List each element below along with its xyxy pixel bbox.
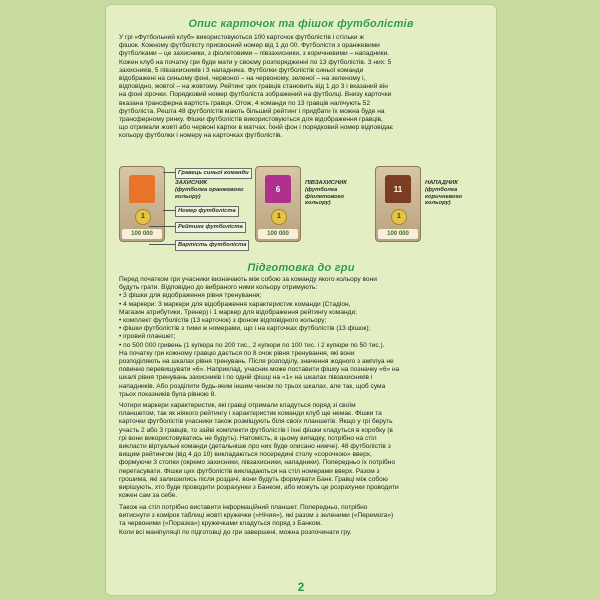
text-line: Кожен клуб на початку гри буде мати у своєму розпорядженні по 13 футболістів. З них: 5 bbox=[119, 58, 392, 66]
text-line: викласти віртуальні команди (детальніше про них буде описано нижче). 48 футболістів з bbox=[119, 443, 391, 451]
text-line: на фоні зірочки. Порядковий номер футболіста зображений на футболці. Внизу карточки bbox=[119, 91, 392, 99]
label-defender-sub: (футболка оранжевого кольору) bbox=[175, 187, 244, 200]
text-line: • по 500 000 гривень (1 купюра по 200 тис., 2 купюри по 100 тис. і 2 купюри по 50 тис.). bbox=[119, 341, 385, 349]
text-line: Магазин атрибутики, Тренер) і 1 маркер для відображення рейтингу команди; bbox=[119, 308, 357, 316]
text-line: розподіляють на шкалах рівня тренувань. Після розподілу, значення жодного з амплуа не bbox=[119, 358, 394, 366]
label-forward-title: НАПАДНИК bbox=[425, 180, 458, 186]
text-line: • комплект футболістів (13 карточок) з фоном відповідного кольору; bbox=[119, 317, 327, 325]
text-line: планшетом, так як ніякого рейтингу і характеристик команди клуб ще немає. Фішки та bbox=[119, 410, 382, 418]
text-line: вирішують, хто буде проводити розрахунки з Банком, або можуть це розрахунки проводити bbox=[119, 484, 399, 492]
paragraph-cards-description bbox=[119, 34, 485, 141]
label-midfielder-sub: (футболка фіолетового кольору) bbox=[305, 187, 345, 207]
page-number: 2 bbox=[297, 580, 305, 594]
text-line: футболками – це захисники, з фіолетовими – півзахисники, з коричневими – нападники. bbox=[119, 50, 390, 58]
text-line: перетасувати. Фішки цих футболістів викладаються на стіл номерами вверх. Разом з bbox=[119, 467, 380, 475]
text-line: Коли всі маніпуляції по підготовці до гри завершені, можна розпочинати гру. bbox=[119, 528, 352, 536]
text-line: трансферному ринку. Фішки футболістів використовуються для відображення гравців, bbox=[119, 116, 383, 124]
pointer-line bbox=[149, 244, 175, 245]
section-title-cards: Опис карточок та фішок футболістів bbox=[188, 18, 414, 30]
pointer-line bbox=[149, 226, 175, 227]
label-rating: Рейтинг футболіста bbox=[175, 222, 246, 233]
card-defender bbox=[119, 166, 165, 242]
pointer-line bbox=[163, 172, 175, 173]
rating-star-icon: 1 bbox=[271, 209, 287, 225]
paragraph-preparation bbox=[119, 276, 485, 399]
card-forward bbox=[375, 166, 421, 242]
text-line: витиснути з комірок таблиці жовті кружечки («Нічия»), які разом з зеленими («Перемога») bbox=[119, 512, 394, 520]
text-line: • 4 маркери: 3 маркери для відображення характеристик команди (Стадіон, bbox=[119, 300, 351, 308]
label-price: Вартість футболіста bbox=[175, 240, 249, 251]
label-forward-sub: (футболка коричневого кольору) bbox=[425, 187, 463, 207]
text-line: Також на стіл потрібно виставити інформаційний планшет. Попередньо, потрібно bbox=[119, 504, 368, 511]
text-line: На початку гри кожному гравцю дається по 8 очок рівня тренування, які вони bbox=[119, 349, 355, 357]
card-price: 100 000 bbox=[122, 229, 162, 239]
text-line: захисників, 5 півзахисників і 3 нападника. Футболки футболістів синьої команди bbox=[119, 66, 364, 74]
text-line: • фішки футболістів з тими ж номерами, що і на карточках футболістів (13 фішок); bbox=[119, 325, 371, 333]
pointer-line bbox=[163, 210, 175, 211]
rating-star-icon: 1 bbox=[135, 209, 151, 225]
text-line: грі вони використовуватись не будуть). Натомість, в цьому випадку, потрібно на стіл bbox=[119, 434, 377, 442]
text-line: вказана трансферна вартість гравця. Отож, 4 команди по 13 гравців налічують 52 bbox=[119, 99, 370, 107]
text-line: карточки футболістів учасники також розміщують біля своїх планшетів. Якщо у грі беруть bbox=[119, 418, 393, 426]
text-line: шкалі рівня тренувань захисників і по одній фішці на «1» на шкалах півзахисників і bbox=[119, 374, 373, 382]
cards-illustration bbox=[119, 164, 485, 260]
text-line: формуючи 3 стопки (окремо захисники, півзахисники, нападники). Попередньо їх потрібно bbox=[119, 459, 396, 467]
text-line: Перед початком гри учасники визначають між собою за команду якого кольору вони bbox=[119, 276, 377, 283]
label-background: Гравець синьої команди bbox=[175, 168, 252, 179]
paragraph-markers bbox=[119, 402, 485, 500]
shirt-icon bbox=[129, 175, 155, 203]
text-line: трьох показників була рівною 8. bbox=[119, 390, 217, 398]
text-line: фішок. Кожному футболісту присвоєний номер від 1 до 00. Футболісти з оранжевими bbox=[119, 42, 380, 50]
text-line: та червоними («Поразка») кружечками кладуться поряд з Банком. bbox=[119, 520, 322, 528]
text-line: що отримали жовті або червоні картки в матчах. Їхній фон і порядковий номер відповідає bbox=[119, 124, 394, 132]
text-line: відображені на синьому фоні, червоної – на червоному, зеленої – на зеленому і, bbox=[119, 75, 366, 83]
text-line: вищим рейтингом (від 4 до 10) викладаються посередині столу «сорочкою» вверх, bbox=[119, 451, 372, 459]
text-line: повинно перевищувати «6». Наприклад, учасник може поставити фішку на позначку «6» на bbox=[119, 366, 400, 374]
text-line: кольору футболки і номеру на карточках футболістів. bbox=[119, 132, 283, 140]
section-title-preparation: Підготовка до гри bbox=[247, 262, 355, 274]
text-line: футболіста. Решта 48 футболістів мають більший рейтинг і придбати їх можна буде на bbox=[119, 107, 385, 115]
document-sheet bbox=[105, 4, 497, 596]
label-defender-title: ЗАХИСНИК bbox=[175, 180, 208, 186]
text-line: У грі «Футбольний клуб» використовуються 100 карточок футболістів і стільки ж bbox=[119, 34, 364, 41]
text-line: кожен сам за себе. bbox=[119, 492, 178, 500]
card-price: 100 000 bbox=[378, 229, 418, 239]
text-line: відповідно, жовтої – на жовтому. Рейтинг цих гравців становить від 1 до 3 і вказаний він bbox=[119, 83, 388, 91]
card-price: 100 000 bbox=[258, 229, 298, 239]
text-line: • ігровий планшет; bbox=[119, 333, 176, 341]
label-midfielder-title: ПІВЗАХИСНИК bbox=[305, 180, 347, 186]
paragraph-info-board bbox=[119, 504, 485, 537]
rating-star-icon: 1 bbox=[391, 209, 407, 225]
text-line: будуть грати. Відповідно до вибраного ними кольору отримують: bbox=[119, 284, 318, 292]
text-line: • 3 фішки для відображення рівня тренування; bbox=[119, 292, 262, 300]
card-number: 6 bbox=[275, 185, 281, 194]
card-midfielder bbox=[255, 166, 301, 242]
text-line: нападників. Або розділити будь-яким іншим чином по трьох шкалах, але так, щоб сума bbox=[119, 382, 386, 390]
label-number: Номер футболіста bbox=[175, 206, 239, 217]
text-line: Чотири маркери характеристик, які гравці отримали кладуться поряд зі своїм bbox=[119, 402, 356, 409]
card-number: 11 bbox=[393, 185, 403, 194]
text-line: участь 2 або 3 гравців, то зайві комплекти футболістів і їхні фішки кладуться в коробку (в bbox=[119, 426, 393, 434]
text-line: грошима, які залишились після роздачі, вони будуть формувати Банк. Гравці між собою bbox=[119, 475, 388, 483]
